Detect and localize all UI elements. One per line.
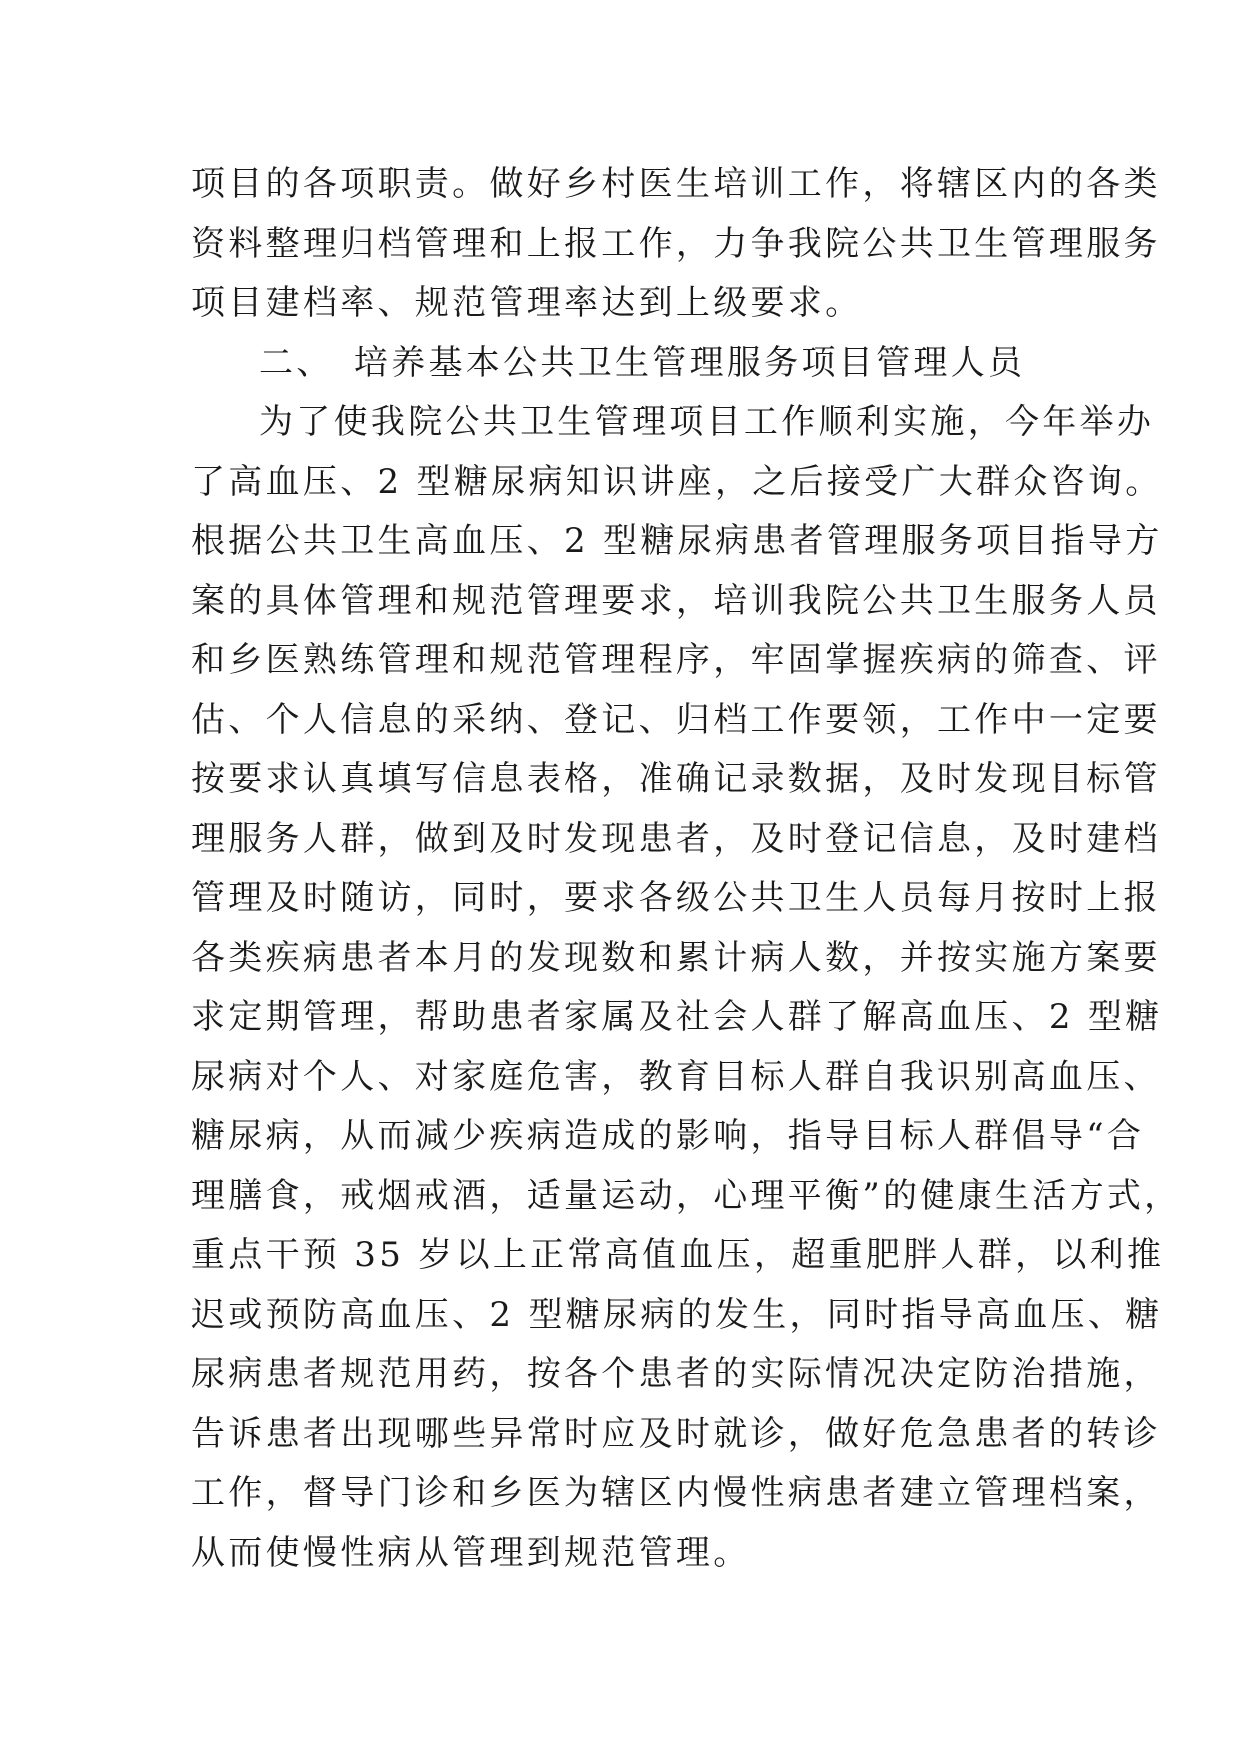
- paragraph-line: 资料整理归档管理和上报工作，力争我院公共卫生管理服务: [191, 223, 1161, 264]
- body-text: [191, 155, 1182, 1583]
- paragraph-line: 重点干预 35 岁以上正常高值血压，超重肥胖人群，以利推: [191, 1235, 1165, 1275]
- paragraph-line: 求定期管理，帮助患者家属及社会人群了解高血压、2 型糖: [191, 997, 1163, 1037]
- paragraph-line: 按要求认真填写信息表格，准确记录数据，及时发现目标管: [191, 759, 1161, 799]
- paragraph-line: 和乡医熟练管理和规范管理程序，牢固掌握疾病的筛查、评: [191, 640, 1161, 680]
- paragraph-line: 管理及时随访，同时，要求各级公共卫生人员每月按时上报: [191, 878, 1161, 918]
- paragraph-line: 迟或预防高血压、2 型糖尿病的发生，同时指导高血压、糖: [191, 1294, 1163, 1335]
- section-heading: 二、 培养基本公共卫生管理服务项目管理人员: [259, 342, 1026, 383]
- paragraph-line: 糖尿病，从而减少疾病造成的影响，指导目标人群倡导“合: [191, 1116, 1145, 1156]
- paragraph-line: 尿病对个人、对家庭危害，教育目标人群自我识别高血压、: [191, 1056, 1161, 1097]
- paragraph-line: 理服务人群，做到及时发现患者，及时登记信息，及时建档: [191, 818, 1161, 859]
- paragraph-line: 为了使我院公共卫生管理项目工作顺利实施，今年举办: [259, 402, 1155, 442]
- paragraph-line: 项目的各项职责。做好乡村医生培训工作，将辖区内的各类: [191, 164, 1161, 204]
- paragraph-line: 工作，督导门诊和乡医为辖区内慢性病患者建立管理档案，: [191, 1473, 1161, 1513]
- paragraph-line: 从而使慢性病从管理到规范管理。: [191, 1532, 751, 1573]
- paragraph-line: 项目建档率、规范管理率达到上级要求。: [191, 283, 863, 323]
- paragraph-line: 尿病患者规范用药，按各个患者的实际情况决定防治措施，: [191, 1354, 1161, 1394]
- paragraph-line: 理膳食，戒烟戒酒，适量运动，心理平衡”的健康生活方式，: [191, 1175, 1182, 1216]
- paragraph-line: 各类疾病患者本月的发现数和累计病人数，并按实施方案要: [191, 937, 1161, 978]
- paragraph-line: 了高血压、2 型糖尿病知识讲座，之后接受广大群众咨询。: [191, 461, 1163, 502]
- paragraph-line: 估、个人信息的采纳、登记、归档工作要领，工作中一定要: [191, 699, 1161, 740]
- paragraph-line: 告诉患者出现哪些异常时应及时就诊，做好危急患者的转诊: [191, 1413, 1161, 1454]
- paragraph-line: 根据公共卫生高血压、2 型糖尿病患者管理服务项目指导方: [191, 521, 1163, 561]
- paragraph-line: 案的具体管理和规范管理要求，培训我院公共卫生服务人员: [191, 580, 1161, 621]
